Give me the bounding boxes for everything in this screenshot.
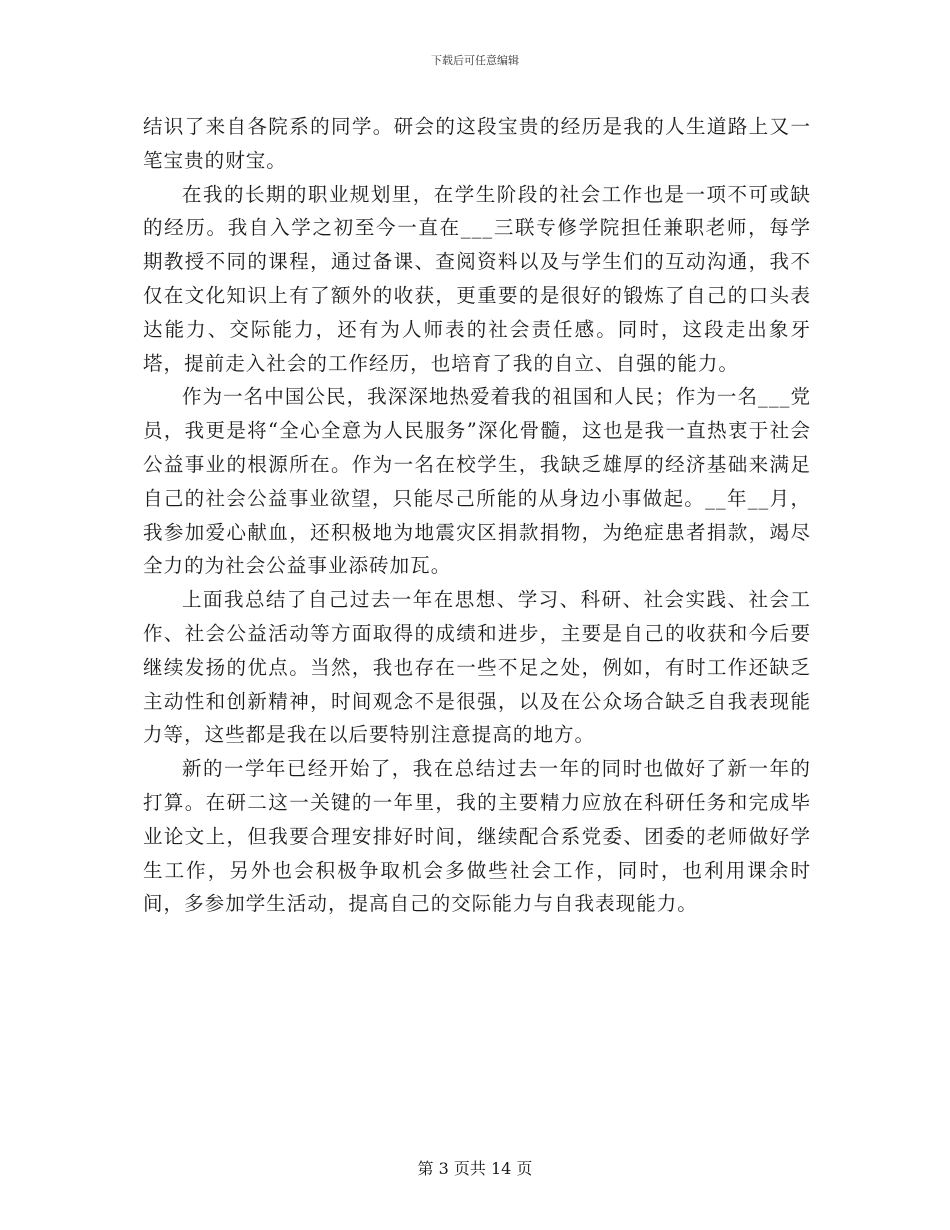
paragraph-public-welfare: 作为一名中国公民，我深深地热爱着我的祖国和人民；作为一名___党员，我更是将“全心全意为人民服务”深化骨髓，这也是我一直热衷于社会公益事业的根源所在。作为一名在校学生，我缺乏雄厚的经济基础来满足自己的社会公益事业欲望，只能尽己所能的从身边小事做起。__年__月，我参加爱心献血，还积极地为地震灾区捐款捐物，为绝症患者捐款，竭尽全力的为社会公益事业添砖加瓦。 <box>143 385 811 578</box>
paragraph-career-planning: 在我的长期的职业规划里，在学生阶段的社会工作也是一项不可或缺的经历。我自入学之初至今一直在___三联专修学院担任兼职老师，每学期教授不同的课程，通过备课、查阅资料以及与学生们的互动沟通，我不仅在文化知识上有了额外的收获，更重要的是很好的锻炼了自己的口头表达能力、交际能力，还有为人师表的社会责任感。同时，这段走出象牙塔，提前走入社会的工作经历，也培育了我的自立、自强的能力。 <box>143 182 811 375</box>
paragraph-continuation: 结识了来自各院系的同学。研会的这段宝贵的经历是我的人生道路上又一笔宝贵的财宝。 <box>143 115 811 172</box>
paragraph-new-year-plan: 新的一学年已经开始了，我在总结过去一年的同时也做好了新一年的打算。在研二这一关键的一年里，我的主要精力应放在科研任务和完成毕业论文上，但我要合理安排好时间，继续配合系党委、团委的老师做好学生工作，另外也会积极争取机会多做些社会工作，同时，也利用课余时间，多参加学生活动，提高自己的交际能力与自我表现能力。 <box>143 757 811 916</box>
document-body <box>143 110 811 921</box>
page-footer: 第 3 页共 14 页 <box>417 1159 533 1178</box>
paragraph-summary: 上面我总结了自己过去一年在思想、学习、科研、社会实践、社会工作、社会公益活动等方面取得的成绩和进步，主要是自己的收获和今后要继续发扬的优点。当然，我也存在一些不足之处，例如，有时工作还缺乏主动性和创新精神，时间观念不是很强，以及在公众场合缺乏自我表现能力等，这些都是我在以后要特别注意提高的地方。 <box>143 588 811 747</box>
page-header: 下载后可任意编辑 <box>431 54 519 67</box>
